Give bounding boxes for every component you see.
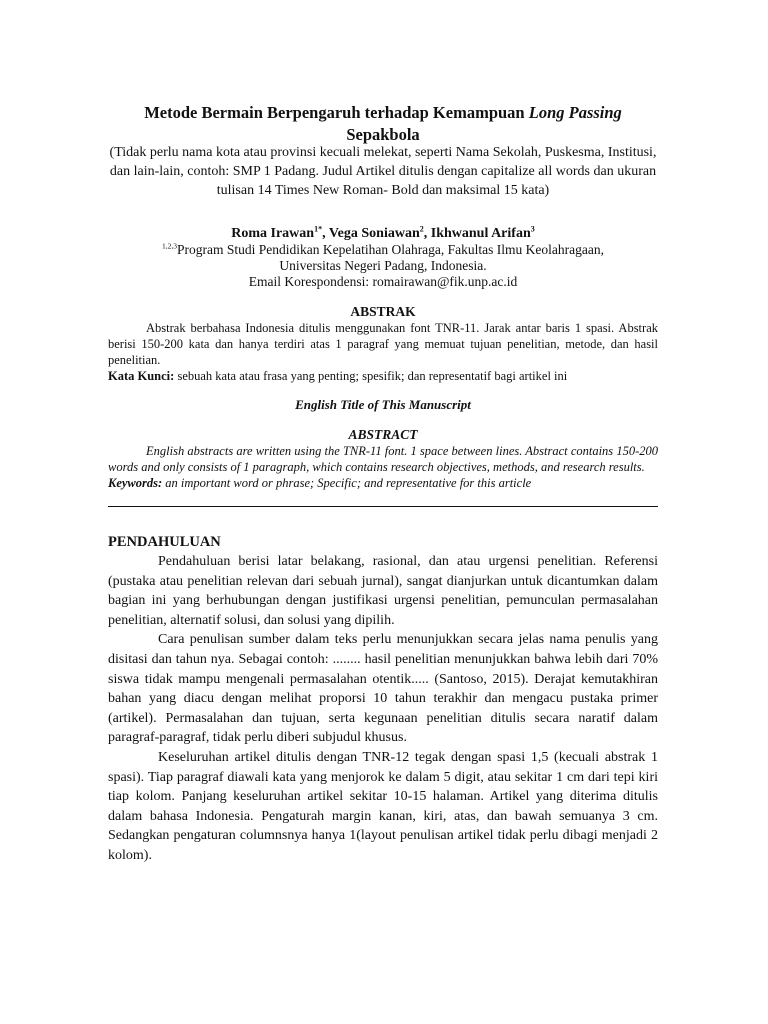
body-paragraph: Cara penulisan sumber dalam teks perlu menunjukkan secara jelas nama penulis yang disitasi dan tahun nya. Sebagai contoh: ........ hasil penelitian menunjukkan bahwa lebih dari 70% siswa tidak mampu mengenali permasalahan otentik..... (Santoso, 2015). Derajat kemutakhiran bahan yang diacu dengan melihat proporsi 10 tahun terakhir dan mengacu pustaka primer (artikel). Permasalahan dan tujuan, serta kegunaan penelitian ditulis secara naratif dalam paragraf-paragraf, tidak perlu diberi subjudul khusus. [108, 632, 658, 746]
title-line-1 [108, 102, 658, 124]
correspondence-email: Email Korespondensi: romairawan@fik.unp.ac.id [248, 274, 518, 289]
author-superscript: 1* [314, 224, 323, 234]
author-list [108, 226, 658, 242]
article-title [108, 102, 658, 146]
keywords-text: an important word or phrase; Specific; and representative for this article [162, 476, 532, 490]
title-note: (Tidak perlu nama kota atau provinsi kecuali melekat, seperti Nama Sekolah, Puskesma, Institusi, dan lain-lain, contoh: SMP 1 Padang. Judul Artikel ditulis dengan capitalize all words dan ukuran tulisan 14 Times New Roman- Bold dan maksimal 15 kata) [109, 145, 657, 198]
title-line-2: Sepakbola [346, 125, 420, 144]
title-italic-text: Long Passing [528, 103, 622, 122]
keywords [108, 475, 658, 491]
abstrak-paragraph: Abstrak berbahasa Indonesia ditulis menggunakan font TNR-11. Jarak antar baris 1 spasi. Abstrak berisi 150-200 kata dan hanya terdiri atas 1 paragraf yang memuat tujuan penelitian, metode, dan hasil penelitian. [108, 321, 658, 367]
affiliation-superscript: 1,2,3 [161, 241, 177, 251]
author-separator: , [322, 226, 329, 241]
affiliation-line-2: Universitas Negeri Padang, Indonesia. [279, 258, 487, 273]
kata-kunci [108, 368, 658, 384]
section-divider [108, 506, 658, 507]
abstrak-heading: ABSTRAK [350, 304, 416, 319]
affiliation-line-1 [108, 242, 658, 258]
author-superscript: 3 [530, 224, 535, 234]
title-normal-text: Metode Bermain Berpengaruh terhadap Kemampuan [144, 103, 529, 122]
author-separator: , [423, 226, 431, 241]
author-name: Ikhwanul Arifan [430, 226, 531, 241]
author-name: Roma Irawan [231, 226, 315, 241]
author-superscript: 2 [419, 224, 424, 234]
keywords-label: Keywords: [108, 476, 163, 490]
english-title: English Title of This Manuscript [295, 397, 471, 412]
author-name: Vega Soniawan [328, 226, 420, 241]
kata-kunci-text: sebuah kata atau frasa yang penting; spesifik; dan representatif bagi artikel ini [174, 369, 568, 383]
body-paragraph: Keseluruhan artikel ditulis dengan TNR-12 tegak dengan spasi 1,5 (kecuali abstrak 1 spasi). Tiap paragraf diawali kata yang menjorok ke dalam 5 digit, atau sekitar 1 cm dari tepi kiri tiap kolom. Panjang keseluruhan artikel sekitar 10-15 halaman. Artikel yang diterima ditulis dalam bahasa Indonesia. Pengaturah margin kanan, kiri, atas, dan bawah semuanya 3 cm. Sedangkan pengaturan columnsnya hanya 1(layout penulisan artikel tidak perlu dibagi menjadi 2 kolom). [108, 749, 658, 863]
pendahuluan-body [108, 552, 658, 866]
abstract-heading: ABSTRACT [348, 427, 418, 442]
abstrak-section [108, 320, 658, 384]
pendahuluan-heading: PENDAHULUAN [108, 534, 221, 550]
abstract-paragraph: English abstracts are written using the TNR-11 font. 1 space between lines. Abstract contains 150-200 words and only consists of 1 paragraph, which contains research objectives, methods, and research results. [108, 444, 658, 474]
kata-kunci-label: Kata Kunci: [108, 369, 175, 383]
abstract-section [108, 443, 658, 491]
affiliation [108, 242, 658, 290]
affiliation-text: Program Studi Pendidikan Kepelatihan Olahraga, Fakultas Ilmu Keolahragaan, [176, 242, 604, 257]
body-paragraph: Pendahuluan berisi latar belakang, rasional, dan atau urgensi penelitian. Referensi (pustaka atau penelitian relevan dari sebuah jurnal), sangat dianjurkan untuk dicantumkan dalam bagian ini yang berhubungan dengan justifikasi urgensi penelitian, pemunculan permasalahan penelitian, alternatif solusi, dan solusi yang dipilih. [108, 554, 658, 628]
